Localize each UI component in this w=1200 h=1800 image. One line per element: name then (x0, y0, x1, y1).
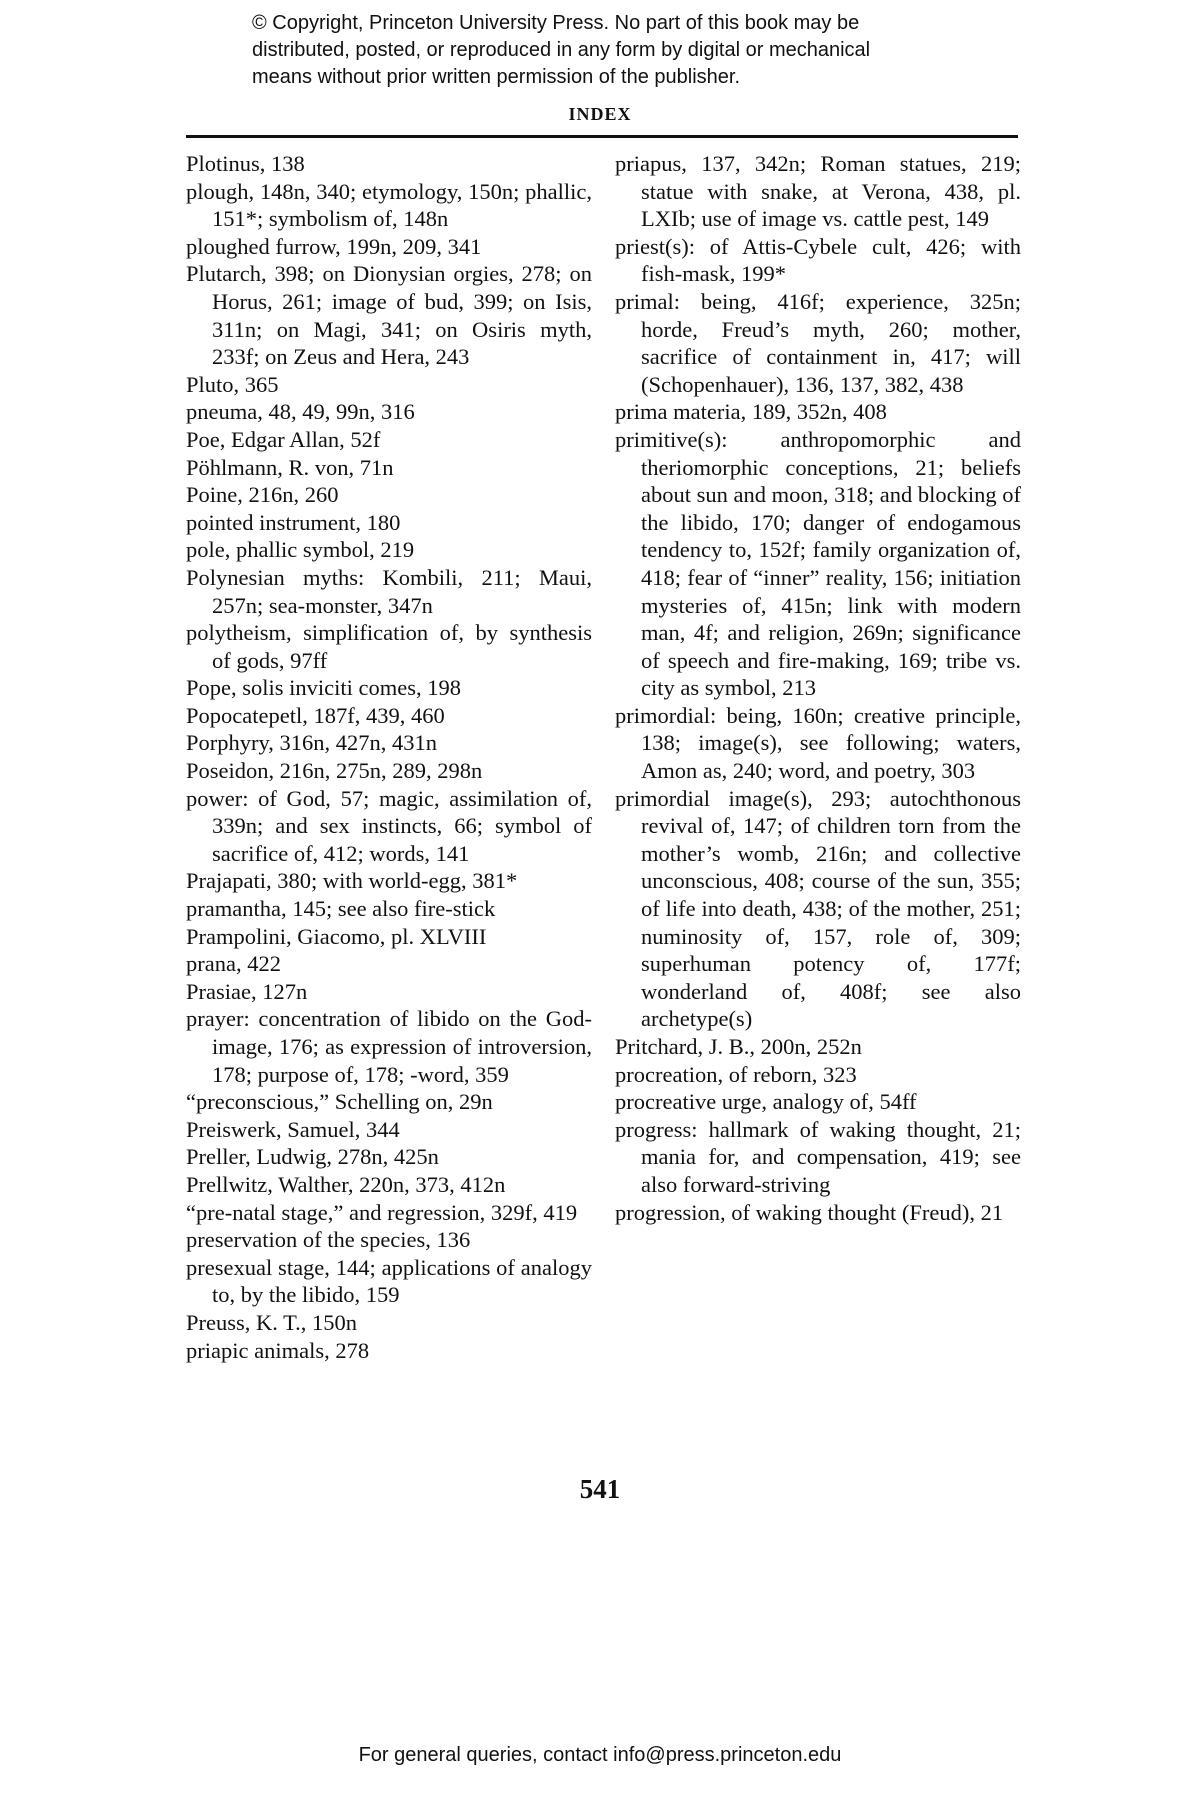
index-entry: primordial image(s), 293; autochthonous revival of, 147; of children torn from the mother’s womb, 216n; and collective unconscious, 408; course of the sun, 355; of life into death, 438; of the mother, 251; numinosity of, 157, role of, 309; superhuman potency of, 177f; wonderland of, 408f; see also archetype(s) (615, 785, 1021, 1032)
index-entry: plough, 148n, 340; etymology, 150n; phallic, 151*; symbolism of, 148n (186, 178, 592, 232)
index-entry: Plutarch, 398; on Dionysian orgies, 278; on Horus, 261; image of bud, 399; on Isis, 311n; on Magi, 341; on Osiris myth, 233f; on Zeus and Hera, 243 (186, 261, 592, 370)
index-entry: Popocatepetl, 187f, 439, 460 (186, 702, 445, 728)
index-entry: primitive(s): anthropomorphic and theriomorphic conceptions, 21; beliefs about sun and moon, 318; and blocking of the libido, 170; danger of endogamous tendency to, 152f; family organization of, 418; fear of “inner” reality, 156; initiation mysteries of, 415n; link with modern man, 4f; and religion, 269n; significance of speech and fire-making, 169; tribe vs. city as symbol, 213 (615, 426, 1021, 701)
index-entry: prayer: concentration of libido on the God-image, 176; as expression of introversion, 178; purpose of, 178; -word, 359 (186, 1006, 592, 1087)
index-entry: Pöhlmann, R. von, 71n (186, 454, 394, 480)
index-entry: prana, 422 (186, 951, 281, 977)
index-entry: primal: being, 416f; experience, 325n; horde, Freud’s myth, 260; mother, sacrifice of containment in, 417; will (Schopenhauer), 136, 137, 382, 438 (615, 288, 1021, 397)
index-entry: priest(s): of Attis-Cybele cult, 426; with fish-mask, 199* (615, 233, 1021, 287)
index-entry: prima materia, 189, 352n, 408 (615, 399, 887, 425)
index-entry: Prampolini, Giacomo, pl. XLVIII (186, 923, 487, 949)
index-entry: Preiswerk, Samuel, 344 (186, 1116, 400, 1142)
index-entry: polytheism, simplification of, by synthesis of gods, 97ff (186, 620, 592, 673)
header-rule (186, 135, 1018, 138)
index-entry: presexual stage, 144; applications of analogy to, by the libido, 159 (186, 1254, 592, 1308)
index-entry: pole, phallic symbol, 219 (186, 537, 415, 563)
index-entry: primordial: being, 160n; creative principle, 138; image(s), see following; waters, Amon as, 240; word, and poetry, 303 (615, 702, 1021, 784)
index-entry: Preuss, K. T., 150n (186, 1309, 358, 1335)
copyright-notice (252, 10, 1052, 91)
index-entry: priapus, 137, 342n; Roman statues, 219; statue with snake, at Verona, 438, pl. LXIb; use of image vs. cattle pest, 149 (615, 151, 1021, 232)
index-entry: Poseidon, 216n, 275n, 289, 298n (186, 758, 483, 784)
index-entry: ploughed furrow, 199n, 209, 341 (186, 233, 482, 259)
page-number: 541 (579, 1474, 621, 1504)
footer-contact: For general queries, contact info@press.princeton.edu (358, 1744, 842, 1766)
index-entry: Prasiae, 127n (186, 978, 308, 1004)
index-entry: preservation of the species, 136 (186, 1227, 471, 1253)
index-column-left (186, 150, 592, 1364)
index-entry: pneuma, 48, 49, 99n, 316 (186, 399, 415, 425)
copyright-line: distributed, posted, or reproduced in any form by digital or mechanical (252, 39, 871, 61)
index-entry: Preller, Ludwig, 278n, 425n (186, 1144, 439, 1170)
copyright-line: means without prior written permission of the publisher. (252, 66, 741, 88)
index-entry: progress: hallmark of waking thought, 21; mania for, and compensation, 419; see also forward-striving (615, 1116, 1021, 1197)
index-entry: priapic animals, 278 (186, 1337, 370, 1363)
index-column-right (615, 150, 1021, 1226)
index-entry: pointed instrument, 180 (186, 509, 401, 535)
index-entry: Pluto, 365 (186, 371, 279, 397)
running-head: INDEX (568, 104, 632, 124)
index-entry: “pre-natal stage,” and regression, 329f, 419 (186, 1199, 578, 1225)
index-entry: “preconscious,” Schelling on, 29n (186, 1089, 493, 1115)
copyright-line: © Copyright, Princeton University Press. No part of this book may be (252, 12, 860, 34)
index-entry: Poine, 216n, 260 (186, 482, 339, 508)
index-entry: Polynesian myths: Kombili, 211; Maui, 257n; sea-monster, 347n (186, 564, 592, 618)
index-entry: power: of God, 57; magic, assimilation of, 339n; and sex instincts, 66; symbol of sacrifice of, 412; words, 141 (186, 785, 592, 866)
index-entry: procreative urge, analogy of, 54ff (615, 1089, 917, 1115)
index-entry: Pritchard, J. B., 200n, 252n (615, 1034, 862, 1059)
index-entry: Porphyry, 316n, 427n, 431n (186, 730, 438, 756)
index-entry: procreation, of reborn, 323 (615, 1061, 857, 1087)
index-entry: Plotinus, 138 (186, 151, 305, 176)
index-entry: pramantha, 145; see also fire-stick (186, 896, 496, 922)
index-entry: Prellwitz, Walther, 220n, 373, 412n (186, 1171, 506, 1197)
index-entry: Pope, solis inviciti comes, 198 (186, 675, 461, 701)
index-entry: Prajapati, 380; with world-egg, 381* (186, 868, 518, 894)
index-entry: Poe, Edgar Allan, 52f (186, 426, 381, 452)
index-entry: progression, of waking thought (Freud), 21 (615, 1199, 1004, 1225)
